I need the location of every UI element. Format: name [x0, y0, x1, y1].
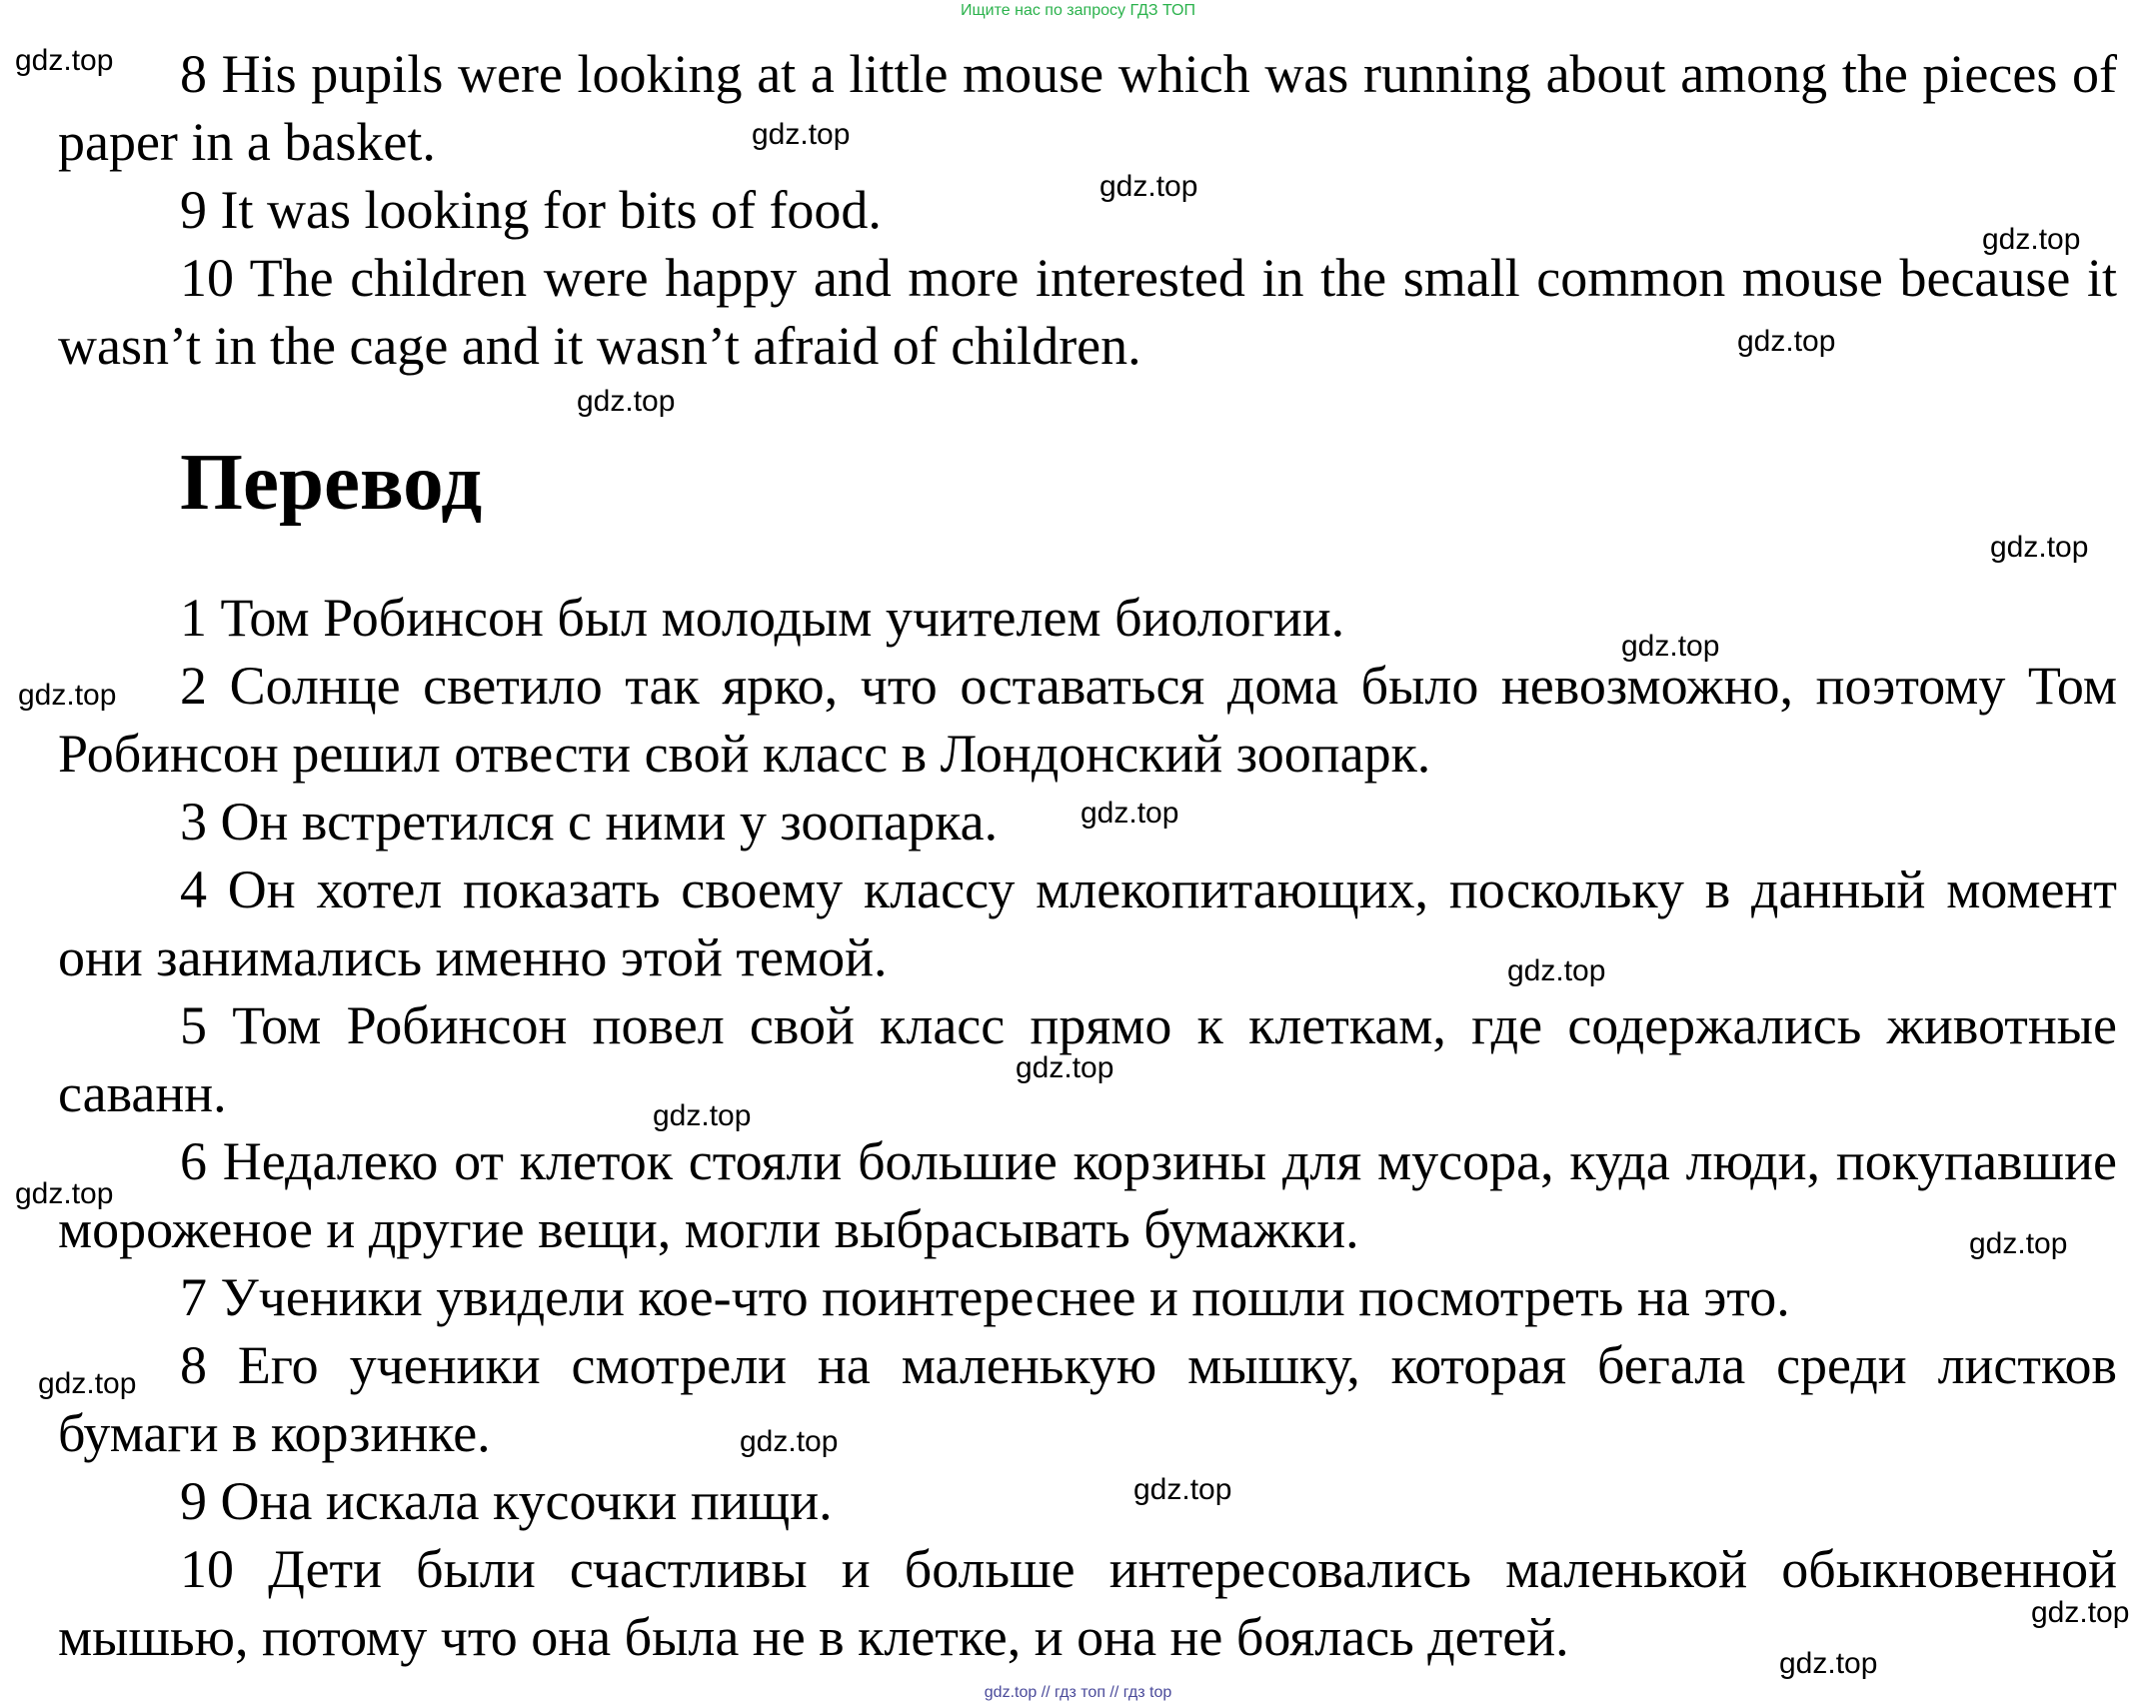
- document-body: [58, 40, 2117, 1671]
- watermark: gdz.top: [1737, 325, 1836, 358]
- watermark: gdz.top: [1507, 954, 1606, 987]
- watermark: gdz.top: [18, 679, 117, 712]
- translation-paragraph-2: 2 Солнце светило так ярко, что оставаться дома было невозможно, поэтому Том Робинсон решил отвести свой класс в Лондонский зоопарк.: [58, 656, 2117, 784]
- watermark: gdz.top: [740, 1425, 839, 1458]
- watermark: gdz.top: [653, 1099, 752, 1132]
- translation-heading: Перевод: [180, 437, 483, 527]
- translation-paragraph-4: 4 Он хотел показать своему классу млекопитающих, поскольку в данный момент они занимались именно этой темой.: [58, 859, 2117, 987]
- translation-paragraph-1: 1 Том Робинсон был молодым учителем биологии.: [180, 588, 1345, 648]
- translation-paragraph-3: 3 Он встретился с ними у зоопарка.: [180, 792, 999, 852]
- watermark: gdz.top: [1133, 1473, 1232, 1506]
- footer-links: gdz.top // гдз топ // гдз top: [984, 1684, 1172, 1701]
- watermark: gdz.top: [1080, 797, 1179, 830]
- watermark: gdz.top: [1990, 531, 2089, 564]
- translation-paragraph-8: 8 Его ученики смотрели на маленькую мышку, которая бегала среди листков бумаги в корзинке.: [58, 1335, 2117, 1463]
- watermark: gdz.top: [1099, 170, 1198, 203]
- english-paragraph-9: 9 It was looking for bits of food.: [180, 180, 882, 240]
- translation-paragraph-9: 9 Она искала кусочки пищи.: [180, 1471, 833, 1531]
- watermark: gdz.top: [1779, 1647, 1878, 1680]
- translation-paragraph-6: 6 Недалеко от клеток стояли большие корзины для мусора, куда люди, покупавшие мороженое и другие вещи, могли выбрасывать бумажки.: [58, 1131, 2117, 1259]
- english-paragraph-8: 8 His pupils were looking at a little mouse which was running about among the pieces of paper in a basket.: [58, 44, 2117, 172]
- search-banner: Ищите нас по запросу ГДЗ ТОП: [961, 2, 1195, 19]
- translation-paragraph-5: 5 Том Робинсон повел свой класс прямо к клеткам, где содержались животные саванн.: [58, 995, 2117, 1123]
- watermark: gdz.top: [577, 385, 676, 418]
- watermark: gdz.top: [752, 118, 851, 151]
- translation-paragraph-7: 7 Ученики увидели кое-что поинтереснее и пошли посмотреть на это.: [180, 1267, 1790, 1327]
- watermark: gdz.top: [15, 44, 114, 77]
- watermark: gdz.top: [1982, 223, 2081, 256]
- watermark: gdz.top: [2031, 1596, 2130, 1629]
- translation-paragraph-10: 10 Дети были счастливы и больше интересовались маленькой обыкновенной мышью, потому что она была не в клетке, и она не боялась детей.: [58, 1539, 2117, 1667]
- watermark: gdz.top: [1969, 1227, 2068, 1260]
- watermark: gdz.top: [1621, 630, 1720, 663]
- watermark: gdz.top: [1016, 1051, 1114, 1084]
- watermark: gdz.top: [38, 1367, 137, 1400]
- english-paragraph-10: 10 The children were happy and more interested in the small common mouse because it wasn’t in the cage and it wasn’t afraid of children.: [58, 248, 2117, 376]
- watermark: gdz.top: [15, 1177, 114, 1210]
